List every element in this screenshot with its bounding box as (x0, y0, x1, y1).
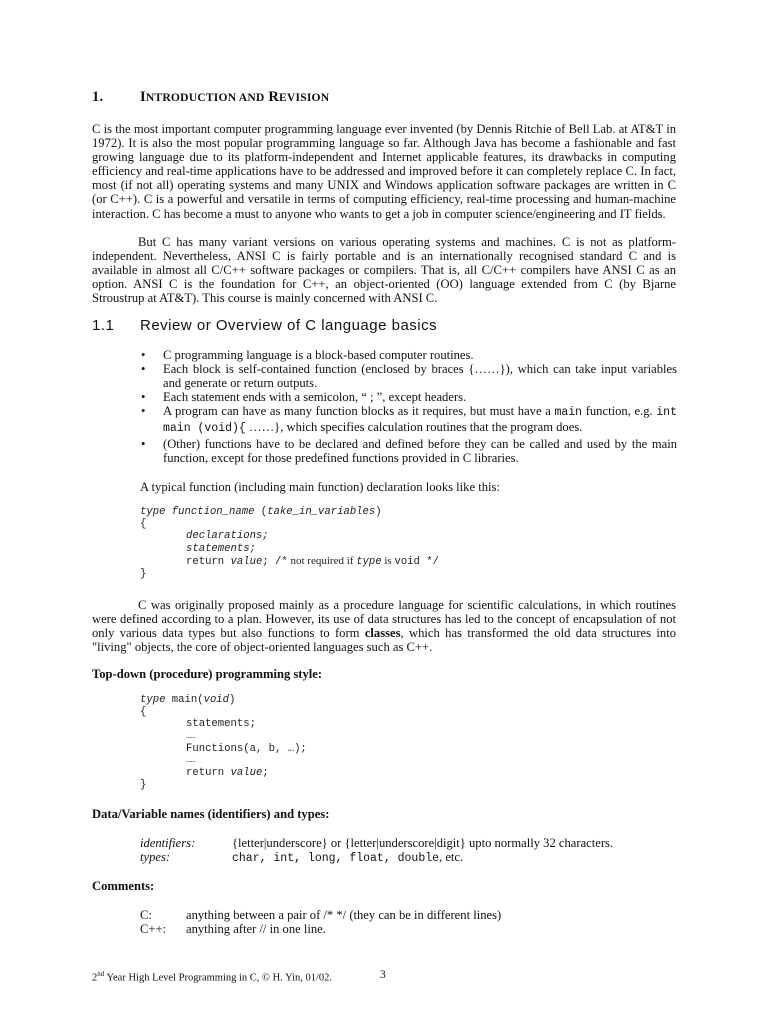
page-number: 3 (380, 969, 386, 981)
typical-function-intro: A typical function (including main function) declaration looks like this: (140, 480, 500, 494)
code-line: declarations; (186, 530, 269, 543)
code-line: type main(void) (140, 694, 236, 706)
code-line: } (140, 779, 147, 792)
list-item: • (Other) functions have to be declared and defined before they can be called and used by the main function, except for those predefined functions provided in C libraries. (141, 437, 677, 465)
list-item: • C programming language is a block-based computer routines. (141, 348, 677, 362)
code-line: …… (186, 731, 196, 741)
intro-paragraph-1: C is the most important computer programming language ever invented (by Dennis Ritchie of Bell Lab. at AT&T in 1972). It is also the most popular programming language so far. Although Java has become a fashionable and fast growing language due to its platform-independent and Internet applicable features, its drawbacks in computing efficiency and real-time applications have to be addressed and improved before it can completely replace C. In fact, most (if not all) operating systems and many UNIX and Windows application software packages are written in C (or C++). C is a powerful and versatile in terms of computing efficiency, real-time processing and human-machine interaction. C has become a must to anyone who wants to get a job in computer science/engineering and IT fields. (92, 122, 676, 221)
subsection-title: Review or Overview of C language basics (140, 317, 438, 334)
function-declaration-code (140, 506, 660, 580)
code-line: return value; /* not required if type is void */ (186, 554, 439, 568)
basics-bullet-list (141, 348, 677, 465)
topdown-heading: Top-down (procedure) programming style: (92, 667, 323, 681)
page-footer: 2nd Year High Level Programming in C, © H. Yin, 01/02. (92, 970, 333, 984)
code-line: statements; (186, 542, 256, 555)
subsection-number: 1.1 (92, 317, 115, 334)
types-value: char, int, long, float, double, etc. (232, 850, 464, 865)
list-item: • A program can have as many function blocks as it requires, but must have a main function, e.g. int main (void){ ……}, which specifies calculation routines that the program does. (141, 404, 677, 436)
code-line: return value; (186, 767, 269, 780)
list-item: • Each statement ends with a semicolon, “ ; ”, except headers. (141, 390, 677, 404)
topdown-code (140, 694, 660, 792)
comment-c-label: C: (140, 908, 152, 922)
names-heading: Data/Variable names (identifiers) and types: (92, 807, 330, 821)
intro-paragraph-2: But C has many variant versions on various operating systems and machines. C is not as platform-independent. Nevertheless, ANSI C is fairly portable and is an internationally recognised standard C and is available in almost all C/C++ software packages or compilers. That is, all C/C++ compilers have ANSI C as an option. ANSI C is the foundation for C++, an object-oriented (OO) language extended from C (by Bjarne Stroustrup at AT&T). This course is mainly concerned with ANSI C. (92, 235, 676, 306)
section-number: 1. (92, 89, 104, 105)
code-line: …… (186, 756, 196, 766)
code-line: statements; (186, 718, 256, 731)
section-title: INTRODUCTION AND REVISION (140, 89, 330, 105)
code-line: { (140, 518, 147, 531)
identifiers-value: {letter|underscore} or {letter|underscore|digit} upto normally 32 characters. (232, 836, 614, 850)
code-line: Functions(a, b, …); (186, 742, 307, 755)
comment-cpp-value: anything after // in one line. (186, 922, 326, 936)
code-line: } (140, 568, 147, 581)
code-line: { (140, 706, 147, 719)
comments-heading: Comments: (92, 879, 155, 893)
comment-cpp-label: C++: (140, 922, 167, 936)
oo-paragraph: C was originally proposed mainly as a procedure language for scientific calculations, in which routines were defined according to a plan. However, its use of data structures has led to the concept of encapsulation of not only various data types but also functions to form classes, which has transformed the old data structures into "living" objects, the core of object-oriented languages such as C++. (92, 598, 676, 655)
list-item: • Each block is self-contained function (enclosed by braces {……}), which can take input variables and generate or return outputs. (141, 362, 677, 390)
code-line: type function_name (take_in_variables) (140, 506, 382, 518)
identifiers-label: identifiers: (140, 836, 196, 850)
comment-c-value: anything between a pair of /* */ (they can be in different lines) (186, 908, 502, 922)
types-label: types: (140, 850, 171, 864)
